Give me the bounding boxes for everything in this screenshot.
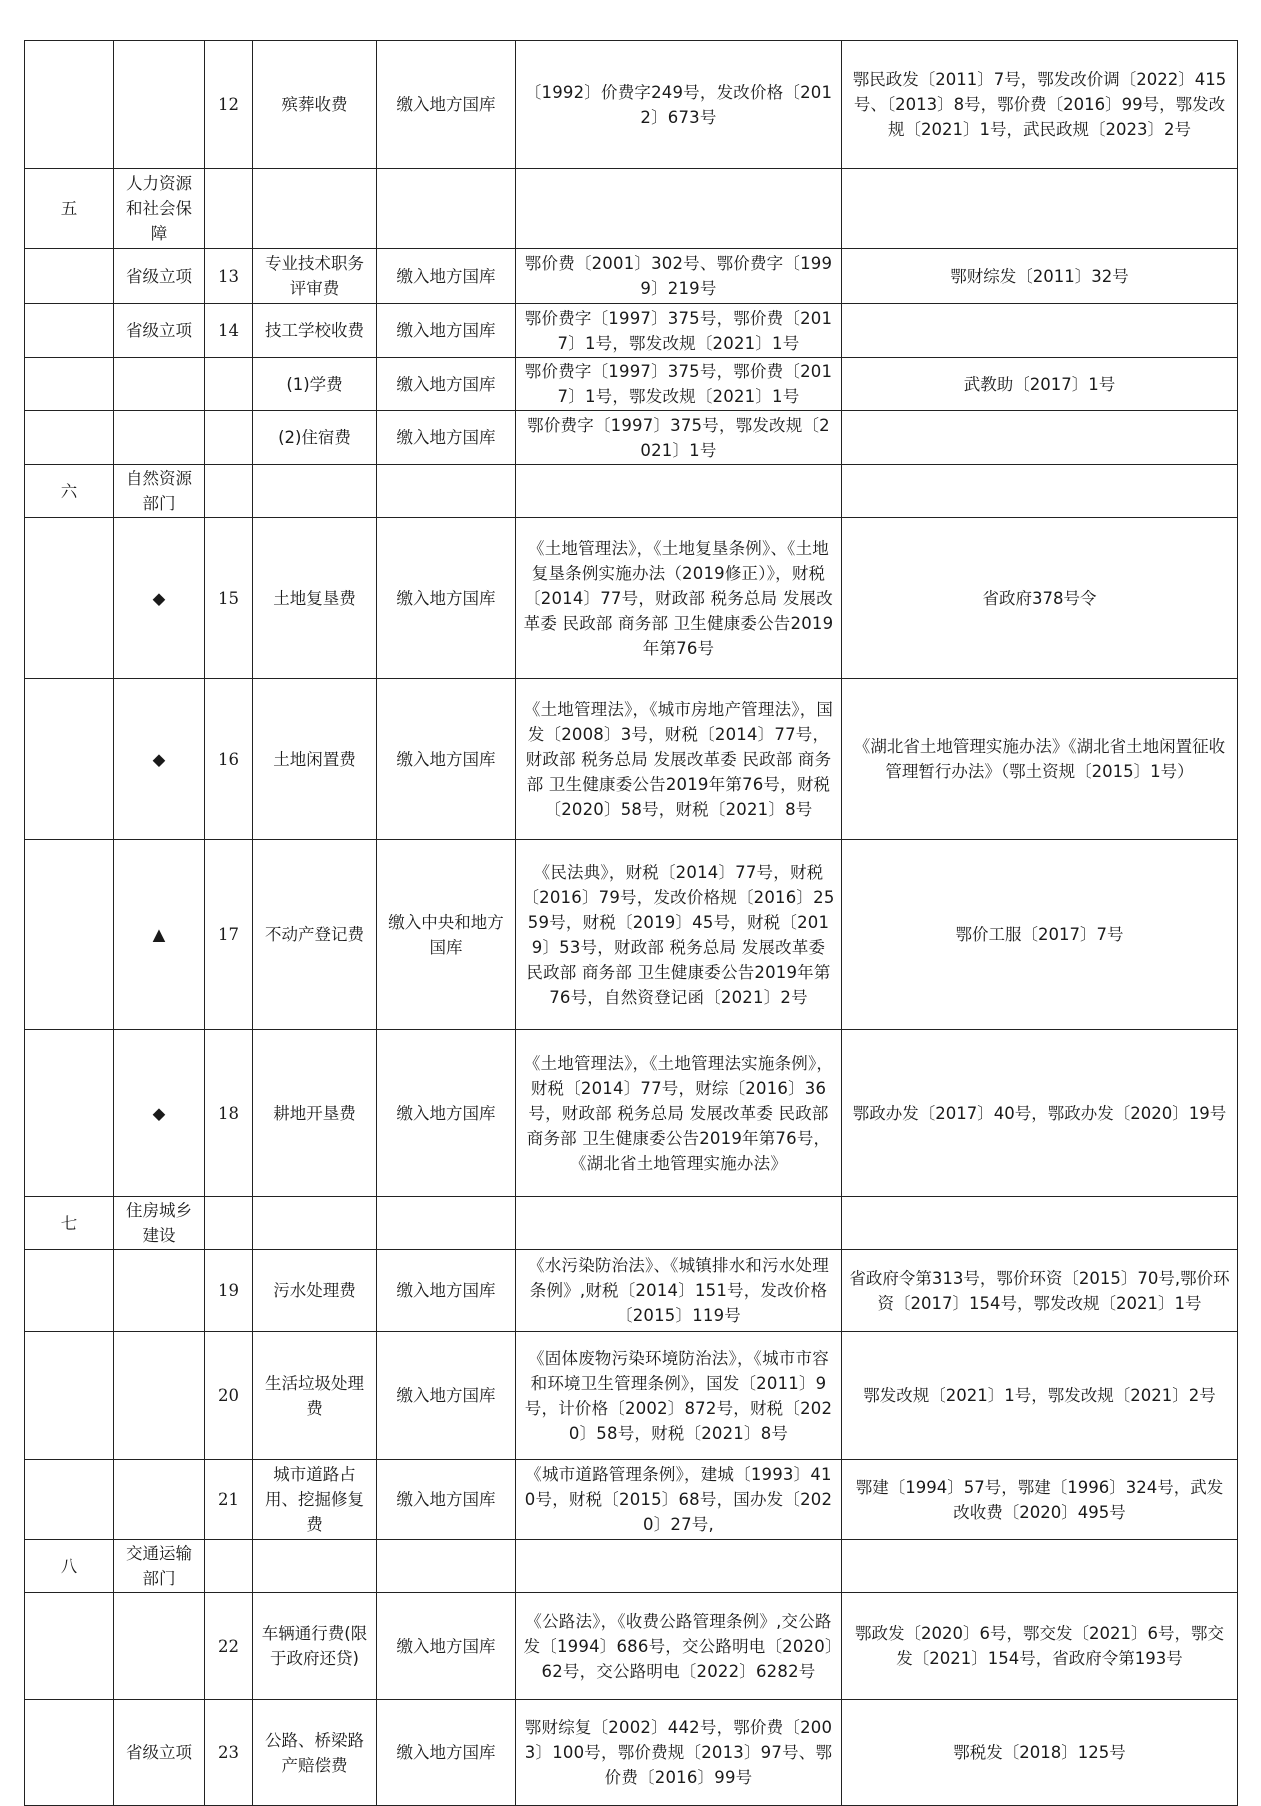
fee-item-name: 土地复垦费 [253, 518, 377, 679]
legal-basis: 鄂价费字〔1997〕375号，鄂发改规〔2021〕1号 [516, 411, 842, 465]
revenue-destination: 缴入地方国库 [377, 1250, 516, 1332]
seq-cell [25, 1030, 114, 1197]
local-document: 鄂财综发〔2011〕32号 [842, 249, 1238, 304]
level-cell [114, 41, 205, 169]
table-row [25, 358, 1238, 411]
seq-cell [25, 1700, 114, 1806]
local-document [842, 304, 1238, 358]
fee-item-name: 耕地开垦费 [253, 1030, 377, 1197]
table-row [25, 41, 1238, 169]
level-cell: 交通运输部门 [114, 1540, 205, 1593]
revenue-destination: 缴入中央和地方国库 [377, 840, 516, 1030]
legal-basis: 《固体废物污染环境防治法》，《城市市容和环境卫生管理条例》，国发〔2011〕9号，计价格〔2002〕872号，财税〔2020〕58号，财税〔2021〕8号 [516, 1332, 842, 1460]
diamond-marker: ◆ [114, 518, 205, 679]
revenue-destination: 缴入地方国库 [377, 358, 516, 411]
seq-cell [25, 411, 114, 465]
item-number [205, 169, 253, 249]
revenue-destination: 缴入地方国库 [377, 679, 516, 840]
legal-basis: 《水污染防治法》、《城镇排水和污水处理条例》,财税〔2014〕151号，发改价格〔2015〕119号 [516, 1250, 842, 1332]
seq-cell [25, 358, 114, 411]
diamond-marker: ◆ [114, 679, 205, 840]
level-cell [114, 1593, 205, 1700]
local-document: 省政府378号令 [842, 518, 1238, 679]
table-row [25, 1593, 1238, 1700]
item-number [205, 411, 253, 465]
item-number: 21 [205, 1460, 253, 1540]
item-number: 17 [205, 840, 253, 1030]
seq-cell: 八 [25, 1540, 114, 1593]
revenue-destination [377, 465, 516, 518]
local-document: 鄂民政发〔2011〕7号，鄂发改价调〔2022〕415号、〔2013〕8号，鄂价费〔2016〕99号，鄂发改规〔2021〕1号，武民政规〔2023〕2号 [842, 41, 1238, 169]
item-number: 20 [205, 1332, 253, 1460]
fee-item-name: 公路、桥梁路产赔偿费 [253, 1700, 377, 1806]
level-cell [114, 1332, 205, 1460]
seq-cell: 六 [25, 465, 114, 518]
local-document: 鄂政发〔2020〕6号，鄂交发〔2021〕6号，鄂交发〔2021〕154号，省政府令第193号 [842, 1593, 1238, 1700]
fee-item-name: 殡葬收费 [253, 41, 377, 169]
revenue-destination: 缴入地方国库 [377, 518, 516, 679]
fee-item-name [253, 1540, 377, 1593]
seq-cell [25, 304, 114, 358]
seq-cell [25, 1460, 114, 1540]
seq-cell [25, 249, 114, 304]
table-row [25, 679, 1238, 840]
fee-item-name: (1)学费 [253, 358, 377, 411]
seq-cell [25, 1250, 114, 1332]
item-number [205, 1197, 253, 1250]
legal-basis: 《公路法》，《收费公路管理条例》,交公路发〔1994〕686号，交公路明电〔2020〕62号，交公路明电〔2022〕6282号 [516, 1593, 842, 1700]
level-cell: 人力资源和社会保障 [114, 169, 205, 249]
fee-item-name: 技工学校收费 [253, 304, 377, 358]
level-cell [114, 358, 205, 411]
local-document: 《湖北省土地管理实施办法》《湖北省土地闲置征收管理暂行办法》（鄂土资规〔2015〕1号） [842, 679, 1238, 840]
section-row [25, 1197, 1238, 1250]
item-number [205, 465, 253, 518]
revenue-destination: 缴入地方国库 [377, 1030, 516, 1197]
level-cell: 住房城乡建设 [114, 1197, 205, 1250]
table-row [25, 304, 1238, 358]
level-cell: 省级立项 [114, 304, 205, 358]
revenue-destination: 缴入地方国库 [377, 1593, 516, 1700]
level-cell: 省级立项 [114, 249, 205, 304]
legal-basis [516, 1540, 842, 1593]
triangle-marker: ▲ [114, 840, 205, 1030]
revenue-destination: 缴入地方国库 [377, 249, 516, 304]
item-number: 22 [205, 1593, 253, 1700]
local-document: 省政府令第313号，鄂价环资〔2015〕70号,鄂价环资〔2017〕154号，鄂发改规〔2021〕1号 [842, 1250, 1238, 1332]
legal-basis: 鄂价费字〔1997〕375号，鄂价费〔2017〕1号，鄂发改规〔2021〕1号 [516, 358, 842, 411]
local-document: 鄂税发〔2018〕125号 [842, 1700, 1238, 1806]
revenue-destination: 缴入地方国库 [377, 41, 516, 169]
level-cell: 自然资源部门 [114, 465, 205, 518]
item-number: 16 [205, 679, 253, 840]
legal-basis: 《城市道路管理条例》，建城〔1993〕410号，财税〔2015〕68号，国办发〔2020〕27号, [516, 1460, 842, 1540]
local-document: 鄂建〔1994〕57号，鄂建〔1996〕324号，武发改收费〔2020〕495号 [842, 1460, 1238, 1540]
level-cell [114, 1460, 205, 1540]
table-row [25, 1332, 1238, 1460]
item-number: 19 [205, 1250, 253, 1332]
local-document: 鄂政办发〔2017〕40号，鄂政办发〔2020〕19号 [842, 1030, 1238, 1197]
legal-basis: 《民法典》，财税〔2014〕77号，财税〔2016〕79号，发改价格规〔2016〕2559号，财税〔2019〕45号，财税〔2019〕53号，财政部 税务总局 发展改革委 民政部 商务部 卫生健康委公告2019年第76号，自然资登记函〔2021〕2号 [516, 840, 842, 1030]
table-row [25, 1030, 1238, 1197]
revenue-destination [377, 169, 516, 249]
item-number: 23 [205, 1700, 253, 1806]
fee-item-name [253, 1197, 377, 1250]
section-row [25, 465, 1238, 518]
revenue-destination: 缴入地方国库 [377, 1332, 516, 1460]
fee-item-name: 污水处理费 [253, 1250, 377, 1332]
revenue-destination [377, 1197, 516, 1250]
seq-cell [25, 840, 114, 1030]
local-document [842, 1540, 1238, 1593]
local-document [842, 465, 1238, 518]
item-number [205, 358, 253, 411]
seq-cell [25, 518, 114, 679]
item-number: 15 [205, 518, 253, 679]
section-row [25, 1540, 1238, 1593]
local-document [842, 411, 1238, 465]
local-document: 武教助〔2017〕1号 [842, 358, 1238, 411]
fee-item-name: 车辆通行费(限于政府还贷) [253, 1593, 377, 1700]
seq-cell: 七 [25, 1197, 114, 1250]
local-document [842, 1197, 1238, 1250]
legal-basis: 《土地管理法》，《城市房地产管理法》，国发〔2008〕3号，财税〔2014〕77号，财政部 税务总局 发展改革委 民政部 商务部 卫生健康委公告2019年第76号，财税〔2020〕58号，财税〔2021〕8号 [516, 679, 842, 840]
local-document: 鄂发改规〔2021〕1号，鄂发改规〔2021〕2号 [842, 1332, 1238, 1460]
legal-basis: 《土地管理法》，《土地复垦条例》、《土地复垦条例实施办法（2019修正）》，财税〔2014〕77号，财政部 税务总局 发展改革委 民政部 商务部 卫生健康委公告2019年第76号 [516, 518, 842, 679]
legal-basis [516, 465, 842, 518]
table-row [25, 840, 1238, 1030]
item-number: 14 [205, 304, 253, 358]
legal-basis: 鄂价费〔2001〕302号、鄂价费字〔1999〕219号 [516, 249, 842, 304]
fee-item-name [253, 169, 377, 249]
table-row [25, 518, 1238, 679]
fee-item-name: 专业技术职务评审费 [253, 249, 377, 304]
table-row [25, 1250, 1238, 1332]
seq-cell [25, 1332, 114, 1460]
legal-basis: 《土地管理法》，《土地管理法实施条例》，财税〔2014〕77号，财综〔2016〕36号，财政部 税务总局 发展改革委 民政部 商务部 卫生健康委公告2019年第76号，《湖北省土地管理实施办法》 [516, 1030, 842, 1197]
item-number [205, 1540, 253, 1593]
revenue-destination: 缴入地方国库 [377, 411, 516, 465]
legal-basis [516, 1197, 842, 1250]
seq-cell: 五 [25, 169, 114, 249]
table-row [25, 249, 1238, 304]
local-document [842, 169, 1238, 249]
fee-item-name: 生活垃圾处理费 [253, 1332, 377, 1460]
table-row [25, 1700, 1238, 1806]
section-row [25, 169, 1238, 249]
item-number: 13 [205, 249, 253, 304]
revenue-destination [377, 1540, 516, 1593]
fee-item-name: 不动产登记费 [253, 840, 377, 1030]
revenue-destination: 缴入地方国库 [377, 1460, 516, 1540]
legal-basis: 〔1992〕价费字249号，发改价格〔2012〕673号 [516, 41, 842, 169]
legal-basis [516, 169, 842, 249]
seq-cell [25, 41, 114, 169]
level-cell: 省级立项 [114, 1700, 205, 1806]
level-cell [114, 1250, 205, 1332]
fee-table [24, 40, 1238, 1806]
seq-cell [25, 1593, 114, 1700]
legal-basis: 鄂财综复〔2002〕442号，鄂价费〔2003〕100号，鄂价费规〔2013〕97号、鄂价费〔2016〕99号 [516, 1700, 842, 1806]
revenue-destination: 缴入地方国库 [377, 1700, 516, 1806]
fee-item-name: (2)住宿费 [253, 411, 377, 465]
fee-item-name: 土地闲置费 [253, 679, 377, 840]
fee-item-name [253, 465, 377, 518]
seq-cell [25, 679, 114, 840]
diamond-marker: ◆ [114, 1030, 205, 1197]
local-document: 鄂价工服〔2017〕7号 [842, 840, 1238, 1030]
item-number: 12 [205, 41, 253, 169]
table-row [25, 411, 1238, 465]
legal-basis: 鄂价费字〔1997〕375号，鄂价费〔2017〕1号，鄂发改规〔2021〕1号 [516, 304, 842, 358]
item-number: 18 [205, 1030, 253, 1197]
table-row [25, 1460, 1238, 1540]
revenue-destination: 缴入地方国库 [377, 304, 516, 358]
level-cell [114, 411, 205, 465]
fee-item-name: 城市道路占用、挖掘修复费 [253, 1460, 377, 1540]
